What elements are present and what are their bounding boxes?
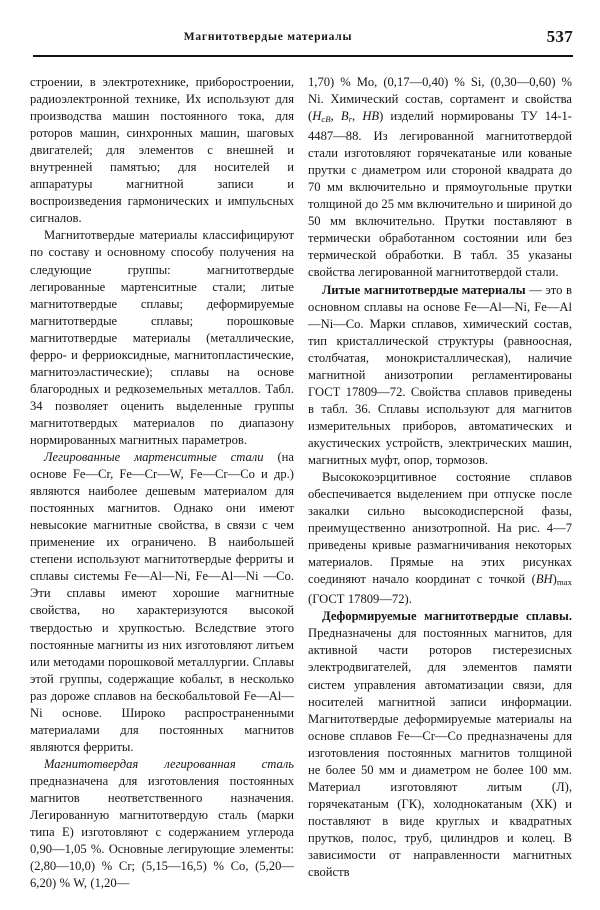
paragraph-alloy-steel: [30, 756, 294, 892]
paragraph-classification: Магнитотвердые материалы классифицируют по составу и основному способу получения на следующие группы: магнитотвердые легированные мартенситные стали; литые магнитотвердые сплавы; деформируемые магнитотвердые сплавы; порошковые магнитотвердые материалы (металлические, ферро- и ферриоксидные, магнитопластические, магнитоэластические); сплавы на основе благородных и редкоземельных металлов. Табл. 34 позволяет оценить выделенные группы магнитотвердых материалов по диапазону нормированных магнитных параметров.: [30, 228, 294, 447]
running-header-title: Магнитотвердые материалы: [183, 31, 353, 43]
paragraph-cast-materials-body: — это в основном сплавы на основе Fe—Al—Ni, Fe—Al—Ni—Co. Марки сплавов, химический состав, тип кристаллической структуры (равноосная, столбчатая, монокристаллическая), наличие магнитной анизотропии регламентированы ГОСТ 17809—72. Свойства сплавов приведены в табл. 36. Сплавы используют для магнитов измерительных приборов, автоматических и акустических устройств, электрических машин, магнитных муфт, опор, тормозов.: [308, 282, 572, 467]
paragraph-cast-materials: [308, 282, 572, 470]
left-column: [30, 74, 294, 899]
symbol-remanence-subscript: r: [348, 114, 353, 125]
paragraph-martensitic-body: (на основе Fe—Cr, Fe—Cr—W, Fe—Cr—Co и др.) являются наиболее дешевым материалом для постоянных магнитов. Однако они имеют невысокие магнитные свойства, в связи с чем применение их ограничено. В наибольшей степени используют магнитотвердые ферриты и сплавы системы Fe—Al—Ni, Fe—Al—Ni —Co. Эти сплавы имеют хорошие магнитные свойства, но характеризуются высокой твердостью и хрупкостью. Вследствие этого постоянные магниты из них изготовляют литьем или методами порошковой металлургии. Сплавы этой группы, содержащие кобальт, в несколько раз дороже сплавов на бескобальтовой Fe—Al—Ni основе. Широко распространенными материалами для постоянных магнитов являются ферриты.: [30, 450, 294, 754]
paragraph-composition: [308, 74, 572, 282]
composition-text-before-symbols: 1,70) % Mo, (0,17—0,40) % Si, (0,30—0,60) % Ni. Химический состав, сортамент и свойства (: [308, 75, 572, 124]
symbol-separator-1: ,: [330, 109, 341, 124]
paragraph-high-coercive: Высококоэрцитивное состояние сплавов обеспечивается выделением при отпуске после закалки сильно высокодисперсной фазы, преимущественно анизотропной. На рис. 4—7 приведены кривые размагничивания некоторых материалов. Прямые на этих рисунках соединяют начало координат с точкой $(BH)_{max}$ (ГОСТ 17809—72).: [308, 470, 572, 607]
runin-heading-alloy-steel: Магнитотвердая легированная сталь: [44, 756, 294, 771]
symbol-energy-product: BH: [535, 572, 553, 587]
paragraph-applications: строении, в электротехнике, приборостроении, радиоэлектронной технике, Их используют для производства машин постоянного тока, для роторов машин, синхронных машин, шаговых двигателей; для элементов с внешней и внутренней памятью; для носителей и аппаратуры магнитной записи и воспроизведения гармонических и импульсных сигналов.: [30, 75, 294, 226]
runin-heading-deformable-alloys: Деформируемые магнитотвердые сплавы.: [322, 609, 572, 624]
paragraph-alloy-steel-body: предназначена для изготовления постоянных магнитов неответственного назначения. Легированную магнитотвердую сталь (марки типа Е) изготовляют с содержанием углерода 0,90—1,05 %. Основные легирующие элементы: (2,80—10,0) % Cr; (5,15—16,5) % Co, (5,20—6,20) % W, (1,20—: [30, 773, 294, 891]
two-column-body: [30, 74, 573, 899]
page-number: 537: [546, 27, 573, 46]
paragraph-deformable-alloys-body: Предназначены для постоянных магнитов, для активной части роторов гистерезисных электродвигателей, для элементов памяти систем управления автоматизации связи, для носителей магнитной записи информации. Магнитотвердые деформируемые материалы на основе сплавов Fe—Cr—Co предназначены для изготовления постоянных магнитов толщиной не более 50 мм и диаметром не более 100 мм. Материал изготовляют литым (Л), горячекатаным (ГК), холоднокатаным (ХК) и поставляют в виде круглых и квадратных прутков, полос, труб, цилиндров и колец. В зависимости от направленности магнитных свойств: [308, 626, 572, 880]
header-rule: [33, 55, 573, 57]
running-header: [33, 27, 573, 51]
right-column: [308, 74, 572, 899]
high-coercive-text-before-symbol: Высококоэрцитивное состояние сплавов обеспечивается выделением при отпуске после закалки сильно высокодисперсной фазы, преимущественно анизотропной. На рис. 4—7 приведены кривые размагничивания некоторых материалов. Прямые на этих рисунках соединяют начало координат с точкой (: [308, 470, 572, 587]
symbol-separator-2: ,: [352, 109, 363, 124]
paragraph-martensitic-steels: [30, 449, 294, 756]
paragraph-deformable-alloys: [308, 608, 572, 881]
symbol-energy-product-subscript: max: [556, 577, 572, 588]
runin-heading-cast-materials: Литые магнитотвердые материалы: [322, 282, 526, 297]
symbol-coercive-force-subscript: cB: [321, 114, 331, 125]
high-coercive-text-after-symbol: (ГОСТ 17809—72).: [308, 592, 412, 607]
symbol-hardness: HB: [362, 109, 380, 124]
runin-heading-martensitic: Легированные мартенситные стали: [44, 450, 264, 465]
symbol-remanence: B: [340, 109, 349, 124]
symbol-coercive-force: H: [312, 109, 322, 124]
composition-text-after-symbols: ) изделий нормированы ТУ 14-1-4487—88. Из легированной магнитотвердой стали изготовляют горячекатаные или кованые прутки с диаметром или стороной квадрата до 70 мм включительно и прямоугольные прутки толщиной до 25 мм включительно и шириной до 50 мм включительно. Прутки поставляют в термически обработанном состоянии или без термической обработки. В табл. 35 указаны свойства легированной магнитотвердой стали.: [308, 109, 572, 280]
